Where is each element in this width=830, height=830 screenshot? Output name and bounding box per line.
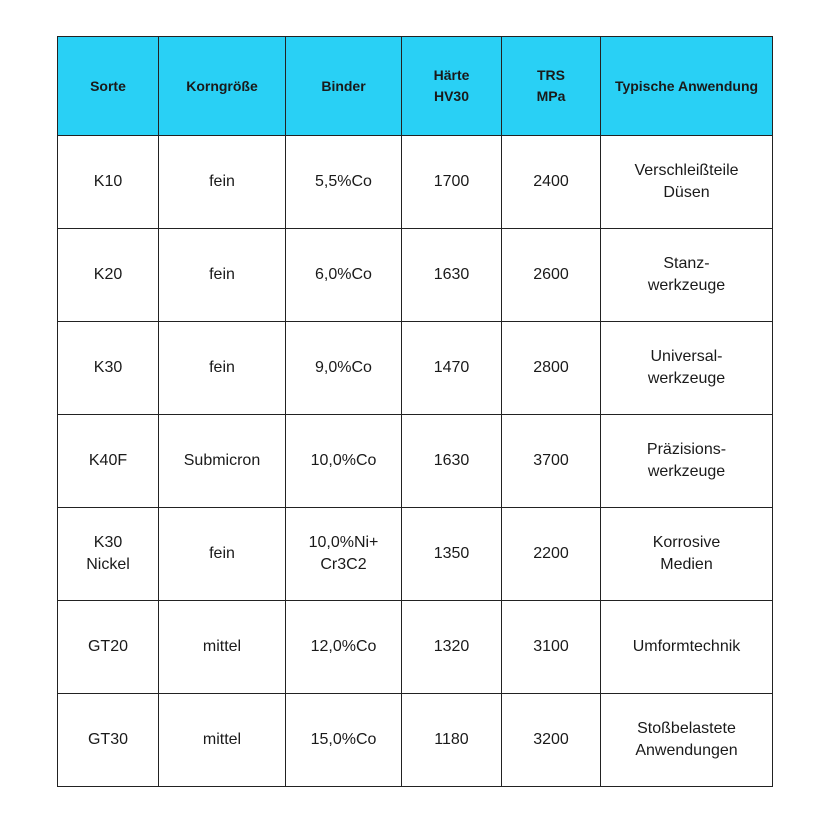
table-row — [58, 601, 773, 694]
table-row — [58, 694, 773, 787]
cell-haerte: 1350 — [402, 508, 502, 601]
cell-sorte: K10 — [58, 136, 159, 229]
cell-sorte: K30 Nickel — [58, 508, 159, 601]
cell-anwendung: Korrosive Medien — [601, 508, 773, 601]
header-trs: TRS MPa — [502, 37, 601, 136]
table-row — [58, 322, 773, 415]
header-sorte: Sorte — [58, 37, 159, 136]
cell-anwendung: Präzisions- werkzeuge — [601, 415, 773, 508]
cell-haerte: 1630 — [402, 415, 502, 508]
header-korngroesse: Korngröße — [159, 37, 286, 136]
cell-haerte: 1320 — [402, 601, 502, 694]
header-binder: Binder — [286, 37, 402, 136]
cell-anwendung: Stoßbelastete Anwendungen — [601, 694, 773, 787]
cell-binder: 10,0%Co — [286, 415, 402, 508]
cell-anwendung: Verschleißteile Düsen — [601, 136, 773, 229]
cell-binder: 12,0%Co — [286, 601, 402, 694]
table-row — [58, 229, 773, 322]
cell-binder: 15,0%Co — [286, 694, 402, 787]
cell-korngroesse: fein — [159, 508, 286, 601]
cell-trs: 2200 — [502, 508, 601, 601]
cell-korngroesse: fein — [159, 322, 286, 415]
cell-trs: 3100 — [502, 601, 601, 694]
cell-trs: 2600 — [502, 229, 601, 322]
cell-trs: 2800 — [502, 322, 601, 415]
cell-sorte: GT30 — [58, 694, 159, 787]
cell-haerte: 1180 — [402, 694, 502, 787]
cell-anwendung: Stanz- werkzeuge — [601, 229, 773, 322]
cell-sorte: K30 — [58, 322, 159, 415]
header-row — [58, 37, 773, 136]
cell-trs: 3200 — [502, 694, 601, 787]
cell-binder: 10,0%Ni+ Cr3C2 — [286, 508, 402, 601]
table-row — [58, 136, 773, 229]
cell-korngroesse: fein — [159, 229, 286, 322]
cell-anwendung: Universal- werkzeuge — [601, 322, 773, 415]
cell-haerte: 1630 — [402, 229, 502, 322]
cell-haerte: 1470 — [402, 322, 502, 415]
cell-anwendung: Umformtechnik — [601, 601, 773, 694]
table-row — [58, 508, 773, 601]
cell-sorte: K40F — [58, 415, 159, 508]
cell-sorte: GT20 — [58, 601, 159, 694]
cell-binder: 9,0%Co — [286, 322, 402, 415]
cell-korngroesse: fein — [159, 136, 286, 229]
cell-sorte: K20 — [58, 229, 159, 322]
cell-binder: 6,0%Co — [286, 229, 402, 322]
cell-binder: 5,5%Co — [286, 136, 402, 229]
cell-haerte: 1700 — [402, 136, 502, 229]
cell-trs: 2400 — [502, 136, 601, 229]
carbide-grades-table — [57, 36, 773, 787]
cell-korngroesse: mittel — [159, 694, 286, 787]
cell-korngroesse: mittel — [159, 601, 286, 694]
table-row — [58, 415, 773, 508]
cell-korngroesse: Submicron — [159, 415, 286, 508]
header-haerte: Härte HV30 — [402, 37, 502, 136]
cell-trs: 3700 — [502, 415, 601, 508]
header-anwendung: Typische Anwendung — [601, 37, 773, 136]
